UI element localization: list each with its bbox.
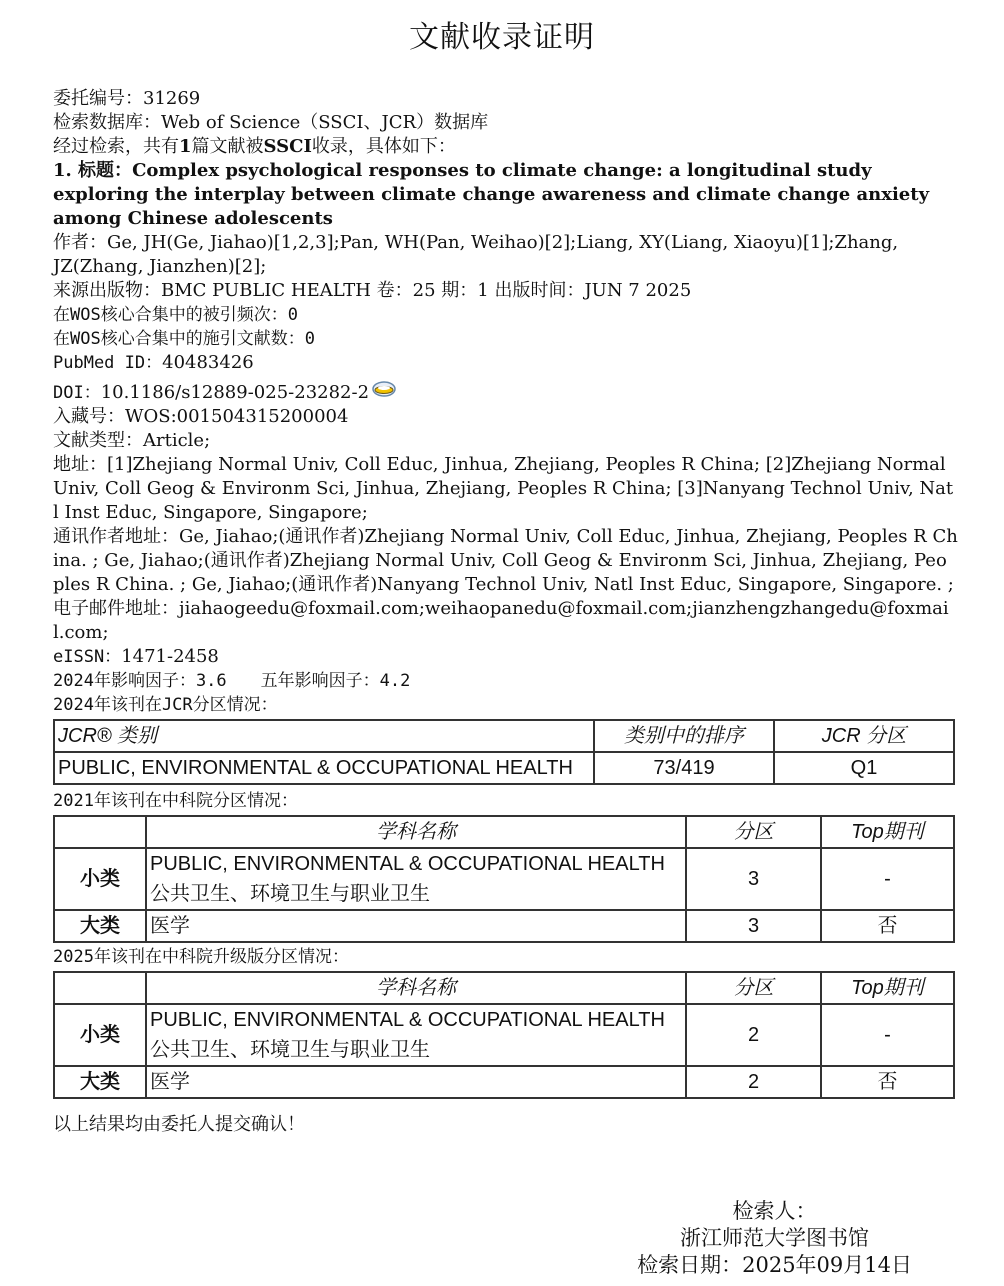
jcr-quartile-header: JCR 分区 (774, 720, 954, 752)
subject-cell: 医学 (146, 1066, 686, 1098)
top-journal-cell: 否 (821, 1066, 954, 1098)
source-line: 来源出版物：BMC PUBLIC HEALTH 卷：25 期：1 出版时间：JUN 7 2025 (53, 280, 692, 301)
jcr-category-cell: PUBLIC, ENVIRONMENTAL & OCCUPATIONAL HEALTH (54, 752, 594, 784)
corresponding-line: 通讯作者地址：Ge, Jiahao;(通讯作者)Zhejiang Normal Univ, Coll Educ, Jinhua, Zhejiang, Peoples R China. ; Ge, Jiahao;(通讯作者)Zhejiang Normal Univ, Coll Geog & Environm Sci, Jinhua, Zhejiang, Peoples R China. ; Ge, Jiahao;(通讯作者)Nanyang Technol Univ, Natl Inst Educ, Singapore, Singapore. ; (53, 526, 958, 595)
subject-cell: PUBLIC, ENVIRONMENTAL & OCCUPATIONAL HEALTH公共卫生、环境卫生与职业卫生 (146, 848, 686, 910)
confirmation-note: 以上结果均由委托人提交确认！ (53, 1114, 305, 1135)
cas-2021-table (53, 815, 955, 943)
jcr-category-header: JCR® 类别 (54, 720, 594, 752)
wos-cited-line: 在WOS核心合集中的被引频次：0 (53, 305, 298, 325)
jcr-table (53, 719, 955, 785)
wos-refs-line: 在WOS核心合集中的施引文献数：0 (53, 329, 315, 349)
category-label: 大类 (54, 1066, 146, 1098)
cas-2021-heading: 2021年该刊在中科院分区情况： (53, 791, 298, 811)
category-label: 小类 (54, 848, 146, 910)
jcr-heading: 2024年该刊在JCR分区情况： (53, 695, 278, 715)
doi-link-icon[interactable] (371, 381, 397, 399)
zone-cell: 3 (686, 848, 821, 910)
library-name: 浙江师范大学图书馆 (680, 1226, 870, 1250)
jcr-rank-cell: 73/419 (594, 752, 774, 784)
cas-2025-heading: 2025年该刊在中科院升级版分区情况： (53, 947, 349, 967)
database-line: 检索数据库：Web of Science（SSCI、JCR）数据库 (53, 112, 489, 133)
searcher-label: 检索人： (732, 1199, 817, 1223)
subject-header: 学科名称 (146, 816, 686, 848)
authors-line: 作者：Ge, JH(Ge, Jiahao)[1,2,3];Pan, WH(Pan, Weihao)[2];Liang, XY(Liang, Xiaoyu)[1];Zhang, JZ(Zhang, Jianzhen)[2]; (53, 232, 899, 277)
record-content (53, 87, 958, 1101)
table-row (54, 752, 954, 784)
commission-number: 委托编号：31269 (53, 88, 201, 109)
article-title: 1. 标题：Complex psychological responses to climate change: a longitudinal study exploring the interplay between climate change awareness and climate change anxiety among Chinese adolescents (53, 160, 930, 229)
search-date: 检索日期：2025年09月14日 (637, 1253, 912, 1277)
category-label: 大类 (54, 910, 146, 942)
table-row (54, 1066, 954, 1098)
page-title: 文献收录证明 (409, 20, 595, 55)
doc-type-line: 文献类型：Article; (53, 430, 211, 451)
signature-block (637, 1198, 912, 1279)
table-header-row (54, 720, 954, 752)
subject-header: 学科名称 (146, 972, 686, 1004)
subject-cell: 医学 (146, 910, 686, 942)
doi-link[interactable]: 10.1186/s12889-025-23282-2 (100, 382, 370, 403)
zone-header: 分区 (686, 816, 821, 848)
jcr-quartile-cell: Q1 (774, 752, 954, 784)
pubmed-line: PubMed ID：40483426 (53, 352, 254, 373)
top-journal-header: Top期刊 (821, 972, 954, 1004)
empty-header-cell (54, 816, 146, 848)
subject-cell: PUBLIC, ENVIRONMENTAL & OCCUPATIONAL HEALTH 公共卫生、环境卫生与职业卫生 (146, 1004, 686, 1066)
table-header-row (54, 972, 954, 1004)
top-journal-cell: 否 (821, 910, 954, 942)
table-row (54, 1004, 954, 1066)
top-journal-cell: - (821, 848, 954, 910)
cas-2025-table (53, 971, 955, 1099)
table-row (54, 910, 954, 942)
top-journal-header: Top期刊 (821, 816, 954, 848)
empty-header-cell (54, 972, 146, 1004)
eissn-line: eISSN：1471-2458 (53, 646, 219, 667)
top-journal-cell: - (821, 1004, 954, 1066)
table-row (54, 848, 954, 910)
category-label: 小类 (54, 1004, 146, 1066)
jcr-rank-header: 类别中的排序 (594, 720, 774, 752)
zone-cell: 2 (686, 1004, 821, 1066)
email-line: 电子邮件地址：jiahaogeedu@foxmail.com;weihaopanedu@foxmail.com;jianzhengzhangedu@foxmail.com; (53, 598, 949, 643)
doi-line: DOI：10.1186/s12889-025-23282-2 (53, 381, 958, 405)
zone-cell: 3 (686, 910, 821, 942)
table-header-row (54, 816, 954, 848)
zone-header: 分区 (686, 972, 821, 1004)
summary-line: 经过检索，共有1篇文献被SSCI收录，具体如下： (53, 136, 456, 157)
impact-factor-line: 2024年影响因子：3.6 五年影响因子：4.2 (53, 671, 411, 691)
accession-line: 入藏号：WOS:001504315200004 (53, 406, 349, 427)
address-line: 地址：[1]Zhejiang Normal Univ, Coll Educ, Jinhua, Zhejiang, Peoples R China; [2]Zhejiang Normal Univ, Coll Geog & Environm Sci, Jinhua, Zhejiang, Peoples R China; [3]Nanyang Technol Univ, Natl Inst Educ, Singapore, Singapore; (53, 454, 954, 523)
zone-cell: 2 (686, 1066, 821, 1098)
